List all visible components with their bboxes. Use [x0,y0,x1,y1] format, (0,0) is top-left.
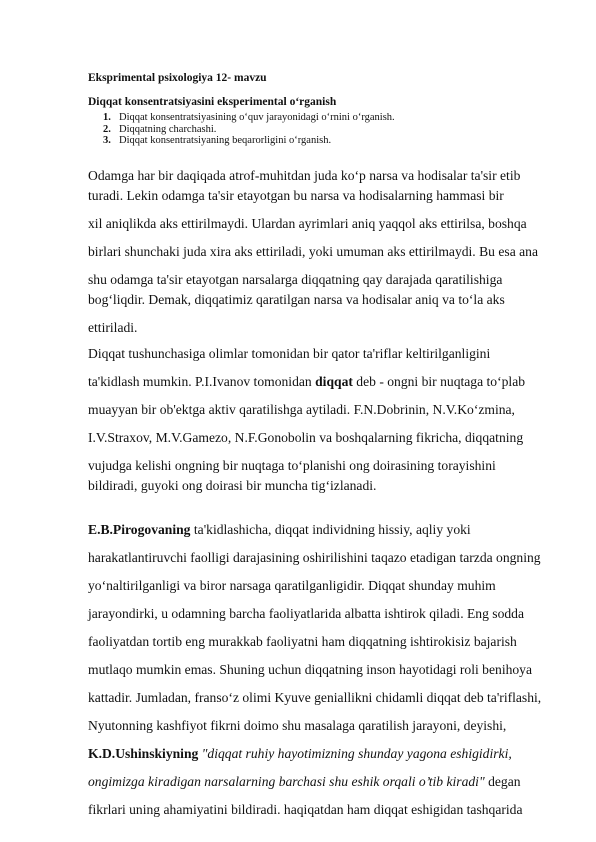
text-line [88,746,512,762]
text-line: fikrlari uning ahamiyatini bildiradi. haqiqatdan ham diqqat eshigidan tashqarida [88,802,523,817]
text-line: xil aniqlikda aks ettirilmaydi. Ulardan ayrimlari aniq yaqqol aks ettirilsa, boshqa [88,216,527,231]
text-line: Diqqat tushunchasiga olimlar tomonidan bir qator ta'riflar keltirilganligini [88,346,491,361]
text-line: E.B.Pirogovaning ta'kidlashicha, diqqat individning hissiy, aqliy yoki [88,522,471,537]
text-line: bog‘liqdir. Demak, diqqatimiz qaratilgan narsa va hodisalar aniq va to‘la aks [88,292,505,307]
document-subtitle: Diqqat konsentratsiyasini eksperimental o‘rganish [88,96,337,108]
text-line: mutlaqo mumkin emas. Shuning uchun diqqatning inson hayotidagi roli benihoya [88,662,533,677]
bold-author: E.B.Pirogovaning [88,522,191,537]
text-line: Odamga har bir daqiqada atrof-muhitdan juda ko‘p narsa va hodisalar ta'sir etib [88,168,521,183]
text-line: ettiriladi. [88,320,138,335]
bold-term: diqqat [315,374,353,389]
document-title: Eksprimental psixologiya 12- mavzu [88,72,267,84]
topic-list [103,112,395,147]
text-line: birlari shunchaki juda xira aks ettiriladi, yoki umuman aks ettirilmaydi. Bu esa ana [88,244,538,259]
text-line: turadi. Lekin odamga ta'sir etayotgan bu narsa va hodisalarning hammasi bir [88,188,504,203]
text-line: vujudga kelishi ongning bir nuqtaga to‘planishi ong doirasining torayishini [88,458,496,473]
bold-author: K.D.Ushinskiyning [88,746,199,761]
text-line: muayyan bir ob'ektga aktiv qaratilishga aytiladi. F.N.Dobrinin, N.V.Ko‘zmina, [88,402,515,417]
quote-text: "diqqat ruhiy hayotimizning shunday yagona eshigidirki, [198,746,512,761]
text-line: bildiradi, guyoki ong doirasi bir muncha tig‘izlanadi. [88,478,377,493]
text-line: jarayondirki, u odamning barcha faoliyatlarida albatta ishtirok qiladi. Eng sodda [88,606,525,621]
text-line: ongimizga kiradigan narsalarning barchasi shu eshik orqali o’tib kiradi" degan [88,774,521,789]
list-item: 1. Diqqat konsentratsiyasining o‘quv jarayonidagi o‘rnini o‘rganish. [103,112,395,123]
list-item: 2. Diqqatning charchashi. [103,123,217,135]
quote-text: ongimizga kiradigan narsalarning barchasi shu eshik orqali o’tib kiradi" [88,774,485,789]
list-item: 3. Diqqat konsentratsiyaning beqarorligini o‘rganish. [103,135,332,147]
text-line: ta'kidlash mumkin. P.I.Ivanov tomonidan diqqat deb - ongni bir nuqtaga to‘plab [88,374,526,389]
text-line: I.V.Straxov, M.V.Gamezo, N.F.Gonobolin va boshqalarning fikricha, diqqatning [88,430,524,445]
text-line: Nyutonning kashfiyot fikrni doimo shu masalaga qaratilish jarayoni, deyishi, [88,718,507,733]
text-line: harakatlantiruvchi faolligi darajasining oshirilishini taqazo etadigan tarzda ongning [88,550,541,565]
text-line: yo‘naltirilganligi va biror narsaga qaratilganligidir. Diqqat shunday muhim [88,578,496,593]
text-line: shu odamga ta'sir etayotgan narsalarga diqqatning qay darajada qaratilishiga [88,272,503,287]
text-line: kattadir. Jumladan, franso‘z olimi Kyuve geniallikni chidamli diqqat deb ta'riflashi, [88,690,542,705]
text-line: faoliyatdan tortib eng murakkab faoliyatni ham diqqatning ishtirokisiz bajarish [88,634,517,649]
